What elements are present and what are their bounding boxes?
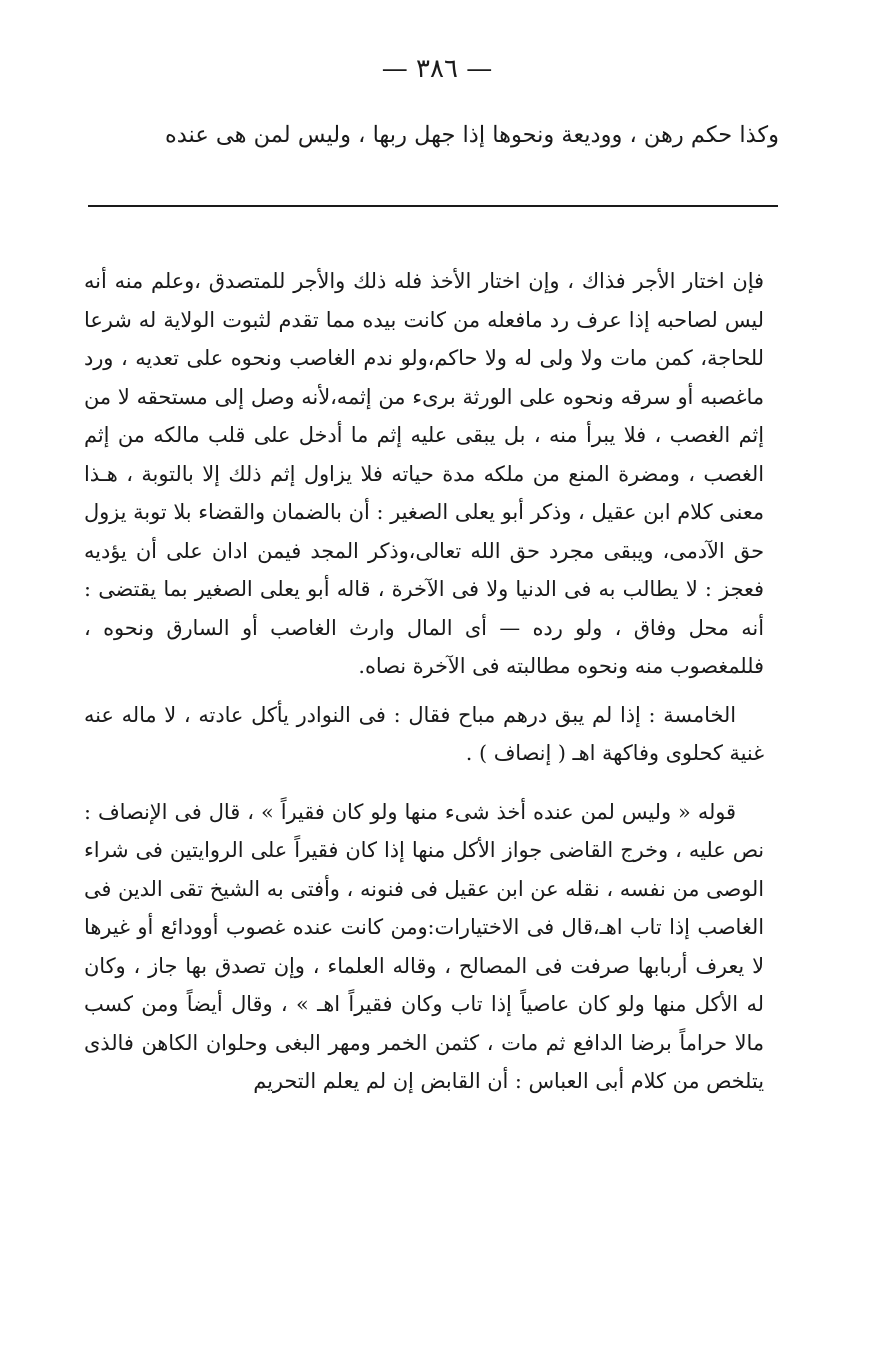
footnote-divider [88, 205, 778, 207]
footnotes-block [84, 262, 764, 1101]
main-text-line: وكذا حكم رهن ، ووديعة ونحوها إذا جهل ربها ، وليس لمن هى عنده [164, 122, 779, 148]
footnote-paragraph-2: الخامسة : إذا لم يبق درهم مباح فقال : فى النوادر يأكل عادته ، لا ماله عنه غنية كحلوى وفاكهة اهـ ( إنصاف ) . [84, 702, 764, 765]
footnote-paragraph-3: قوله « وليس لمن عنده أخذ شىء منها ولو كان فقيراً » ، قال فى الإنصاف : نص عليه ، وخرج القاضى جواز الأكل منها إذا كان فقيراً على الروايتين فى شراء الوصى من نفسه ، نقله عن ابن عقيل فى فنونه ، وأفتى به الشيخ تقى الدين فى الغاصب إذا تاب اهـ،قال فى الاختيارات:ومن كانت عنده غصوب أوودائع أو غيرها لا يعرف أربابها صرفت فى المصالح ، وقاله العلماء ، وإن تصدق بها جاز ، وكان له الأكل منها ولو كان عاصياً إذا تاب وكان فقيراً اهـ » ، وقال أيضاً ومن كسب مالا حراماً برضا الدافع ثم مات ، كثمن الخمر ومهر البغى وحلوان الكاهن فالذى يتلخص من كلام أبى العباس : أن القابض إن لم يعلم التحريم [84, 799, 764, 1093]
page-number: — ٣٨٦ — [381, 54, 493, 84]
footnote-paragraph-1: فإن اختار الأجر فذاك ، وإن اختار الأخذ فله ذلك والأجر للمتصدق ،وعلم منه أنه ليس لصاحبه إذا عرف رد مافعله من كانت بيده مما تقدم لثبوت الولاية له شرعا للحاجة، كمن مات ولا ولى له ولا حاكم،ولو ندم الغاصب ونحوه على تعديه ، ورد ماغصبه أو سرقه ونحوه على الورثة برىء من إثمه،لأنه وصل إلى مستحقه لا من إثم الغصب ، فلا يبرأ منه ، بل يبقى عليه إثم ما أدخل على قلب مالكه من إثم الغصب ، ومضرة المنع من ملكه مدة حياته فلا يزاول إثم ذلك إلا بالتوبة ، هـذا معنى كلام ابن عقيل ، وذكر أبو يعلى الصغير : أن بالضمان والقضاء بلا توبة يزول حق الآدمى، ويبقى مجرد حق الله تعالى،وذكر المجد فيمن ادان على أن يؤديه فعجز : لا يطالب به فى الدنيا ولا فى الآخرة ، قاله أبو يعلى الصغير بما يقتضى : أنه محل وفاق ، ولو رده — أى المال وارث الغاصب أو السارق ونحوه ، فللمغصوب منه ونحوه مطالبته فى الآخرة نصاه. [84, 269, 764, 678]
